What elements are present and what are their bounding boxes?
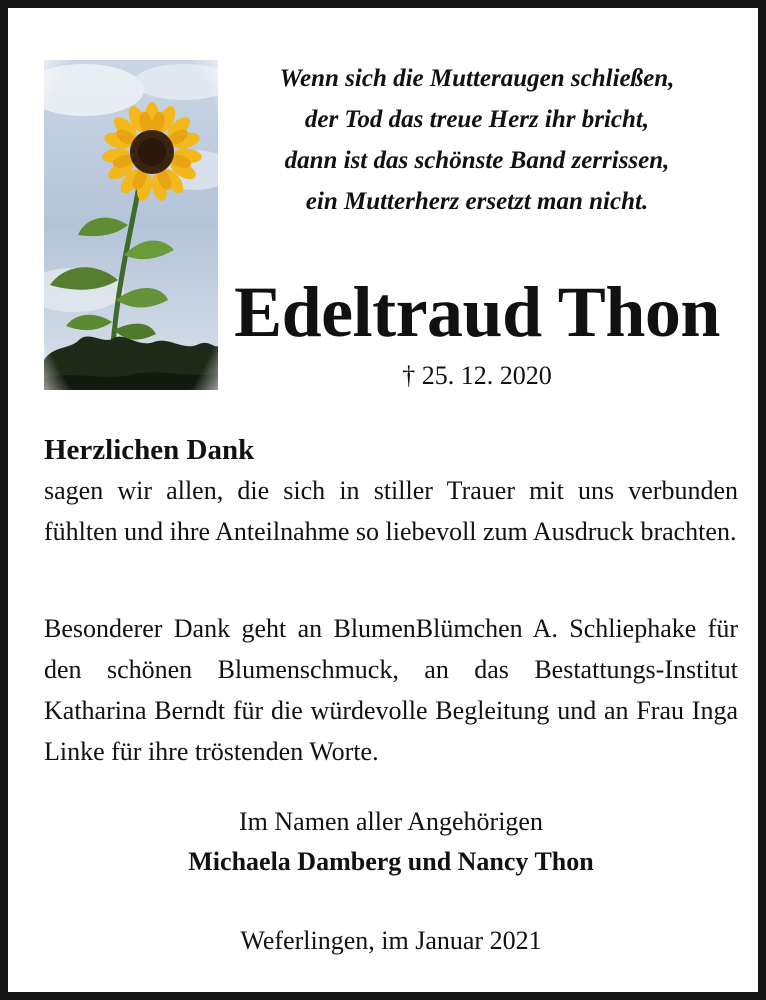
special-thanks-paragraph: Besonderer Dank geht an BlumenBlümchen A. Schliephake für den schönen Blumenschmuck, an das Bestattungs-Institut Katharina Berndt für die würdevolle Begleitung und an Frau Inga Linke für ihre tröstenden Worte. [44, 614, 738, 766]
sunflower-photo [44, 60, 218, 390]
sunflower-image [44, 60, 218, 390]
poem-line: ein Mutterherz ersetzt man nicht. [305, 188, 649, 215]
thanks-paragraph: sagen wir allen, die sich in stiller Trauer mit uns verbunden fühlten und ihre Anteilnahme so liebevoll zum Ausdruck brachten. [44, 476, 738, 546]
deceased-name: Edeltraud Thon [234, 272, 720, 352]
poem-line: dann ist das schönste Band zerrissen, [284, 147, 670, 174]
place-and-date: Weferlingen, im Januar 2021 [240, 926, 542, 955]
signature-intro: Im Namen aller Angehörigen [239, 807, 543, 836]
memorial-poem [222, 58, 732, 222]
poem-line: der Tod das treue Herz ihr bricht, [304, 106, 650, 133]
death-date: † 25. 12. 2020 [402, 361, 552, 390]
thanks-heading: Herzlichen Dank [44, 434, 255, 466]
signature-names: Michaela Damberg und Nancy Thon [188, 847, 594, 876]
poem-line: Wenn sich die Mutteraugen schließen, [279, 65, 675, 92]
